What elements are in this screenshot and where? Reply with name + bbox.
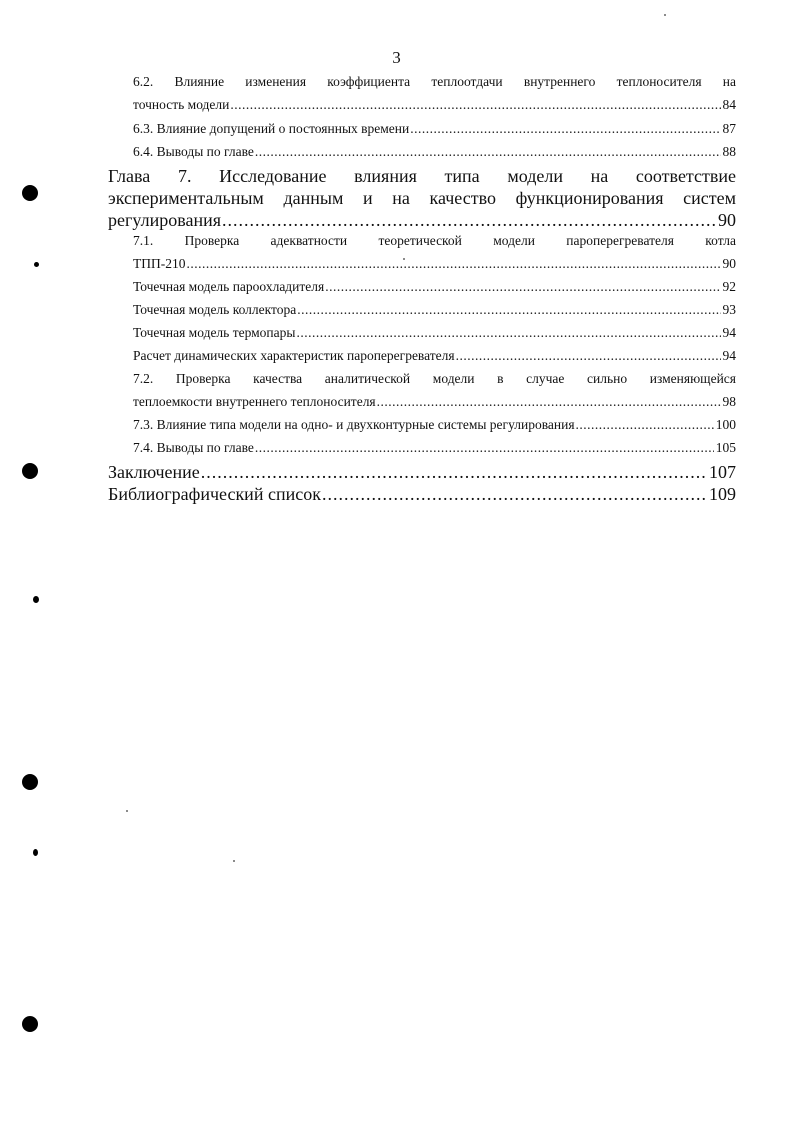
dot-leader [456,348,721,364]
toc-page-number: 84 [722,97,736,112]
toc-page-number: 92 [722,279,736,294]
dot-leader [410,121,720,137]
toc-entry-text-line: Библиографический список [108,484,321,504]
scan-speck [33,596,39,603]
scan-speck [33,849,38,856]
scan-speck [34,262,39,267]
binder-hole-mark [22,774,38,790]
toc-entry-text-line: Точечная модель коллектора [133,302,297,317]
scan-speck [664,14,666,16]
toc-entry-text-line: Точечная модель термопары [133,325,296,340]
dot-leader [230,97,720,113]
scan-speck [233,860,235,862]
toc-entry-text-line: Глава 7. Исследование влияния типа модели на соответствие [108,166,736,186]
toc-entry-text-line: Точечная модель пароохладителя [133,279,325,294]
toc-page-number: 98 [722,394,736,409]
toc-page-number: 94 [722,325,736,340]
toc-entry-text-line: 6.4. Выводы по главе [133,144,254,159]
toc-entry-text-line: 7.1. Проверка адекватности теоретической модели пароперегревателя котла [133,233,736,248]
toc-entry-text-line: экспериментальным данным и на качество функционирования систем [108,188,736,208]
toc-page-number: 87 [722,121,736,136]
toc-entry-text-line: точность модели [133,97,230,112]
toc-entry-text-line: 6.2. Влияние изменения коэффициента теплоотдачи внутреннего теплоносителя на [133,74,736,89]
toc-entry-text-line: 7.3. Влияние типа модели на одно- и двухконтурные системы регулирования [133,417,575,432]
toc-page-number: 109 [709,484,736,504]
toc-page-number: 88 [722,144,736,159]
page-number: 3 [392,48,401,67]
dot-leader [187,256,721,272]
binder-hole-mark [22,1016,38,1032]
dot-leader [297,302,720,318]
toc-page-number: 94 [722,348,736,363]
dot-leader [576,417,714,433]
dot-leader [325,279,720,295]
toc-page-number: 90 [722,256,736,271]
dot-leader [255,440,714,456]
toc-entry-text-line: Расчет динамических характеристик пароперегревателя [133,348,455,363]
dot-leader [377,394,721,410]
dot-leader [322,484,707,505]
scan-speck [126,810,128,812]
toc-entry-text-line: 7.4. Выводы по главе [133,440,254,455]
toc-entry-text-line: 6.3. Влияние допущений о постоянных времени [133,121,410,136]
toc-entry-text-line: теплоемкости внутреннего теплоносителя [133,394,376,409]
scan-speck [403,258,405,260]
toc-entry-text-line: регулирования [108,210,221,230]
dot-leader [222,210,716,231]
toc-page-number: 107 [709,462,736,482]
toc-page-number: 100 [715,417,736,432]
dot-leader [201,462,707,483]
toc-page-number: 93 [722,302,736,317]
toc-entry-text-line: 7.2. Проверка качества аналитической модели в случае сильно изменяющейся [133,371,736,386]
toc-entry-text-line: Заключение [108,462,200,482]
dot-leader [255,144,721,160]
toc-page-number: 90 [718,210,736,230]
binder-hole-mark [22,463,38,479]
dot-leader [296,325,720,341]
toc-entry-text-line: ТПП-210 [133,256,186,271]
toc-page-number: 105 [715,440,736,455]
binder-hole-mark [22,185,38,201]
